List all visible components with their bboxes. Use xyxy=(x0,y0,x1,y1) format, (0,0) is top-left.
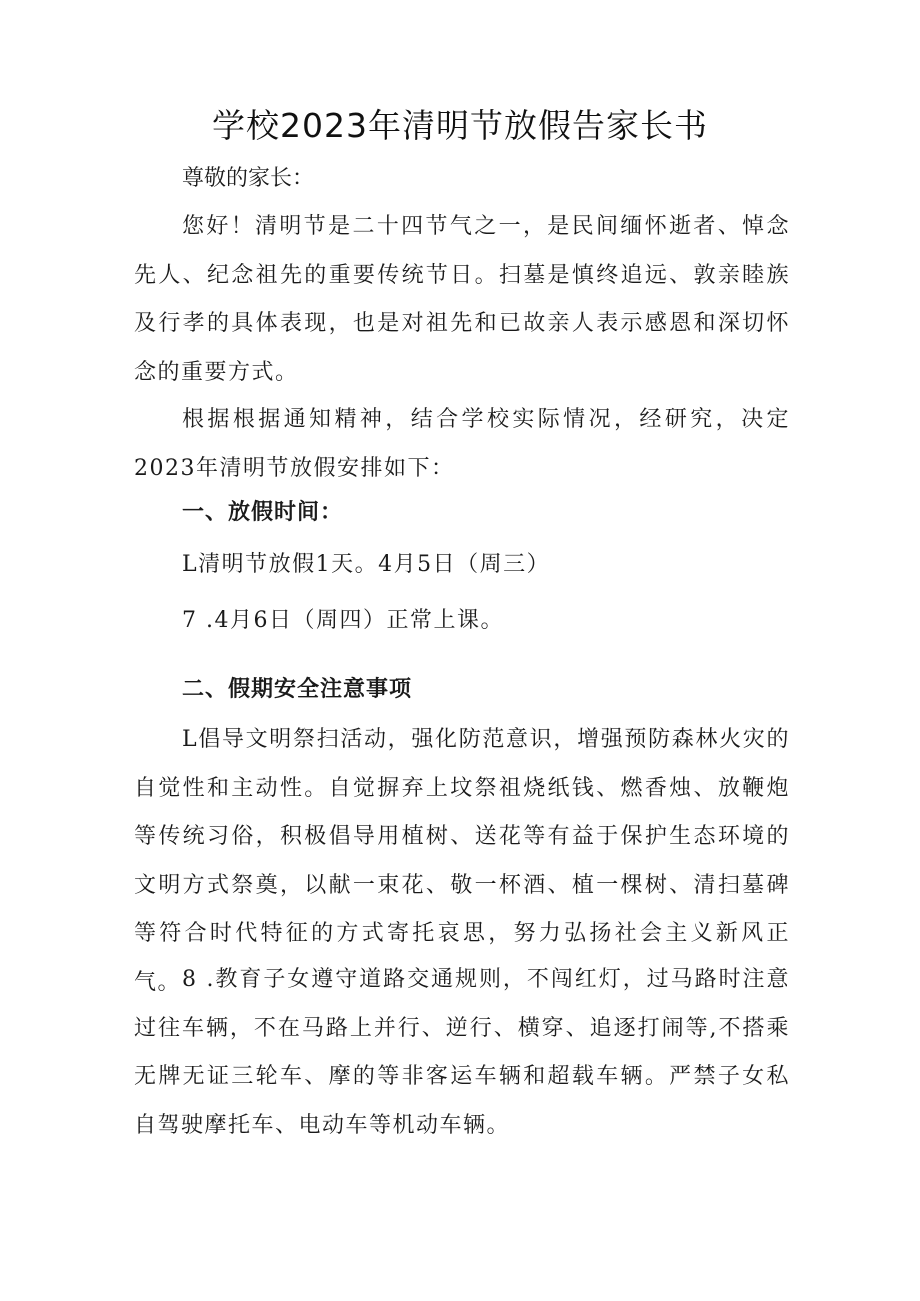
document-title: 学校2023年清明节放假告家长书 xyxy=(212,106,708,145)
section-heading-safety: 二、假期安全注意事项 xyxy=(182,677,413,702)
holiday-item-1: L清明节放假1天。4月5日（周三） xyxy=(182,552,551,577)
decision-paragraph: 根据根据通知精神，结合学校实际情况，经研究，决定2023年清明节放假安排如下： xyxy=(134,407,790,481)
holiday-item-2: 7 .4月6日（周四）正常上课。 xyxy=(182,608,504,633)
safety-paragraph-2: 8 .教育子女遵守道路交通规则，不闯红灯，过马路时注意过往车辆，不在马路上并行、逆行、横穿、追逐打闹等,不搭乘无牌无证三轮车、摩的等非客运车辆和超载车辆。严禁子女私自驾驶摩托车、电动车等机动车辆。 xyxy=(134,967,790,1138)
section-heading-holiday-time: 一、放假时间： xyxy=(182,500,344,525)
greeting-paragraph: 您好！清明节是二十四节气之一，是民间缅怀逝者、悼念先人、纪念祖先的重要传统节日。扫墓是慎终追远、敦亲睦族及行孝的具体表现，也是对祖先和已故亲人表示感恩和深切怀念的重要方式。 xyxy=(134,214,790,385)
safety-paragraph-1: L倡导文明祭扫活动，强化防范意识，增强预防森林火灾的自觉性和主动性。自觉摒弃上坟祭祖烧纸钱、燃香烛、放鞭炮等传统习俗，积极倡导用植树、送花等有益于保护生态环境的文明方式祭奠，以献一束花、敬一杯酒、植一棵树、清扫墓碑等符合时代特征的方式寄托哀思，努力弘扬社会主义新风正气。 xyxy=(134,727,790,995)
salutation: 尊敬的家长： xyxy=(182,166,315,191)
